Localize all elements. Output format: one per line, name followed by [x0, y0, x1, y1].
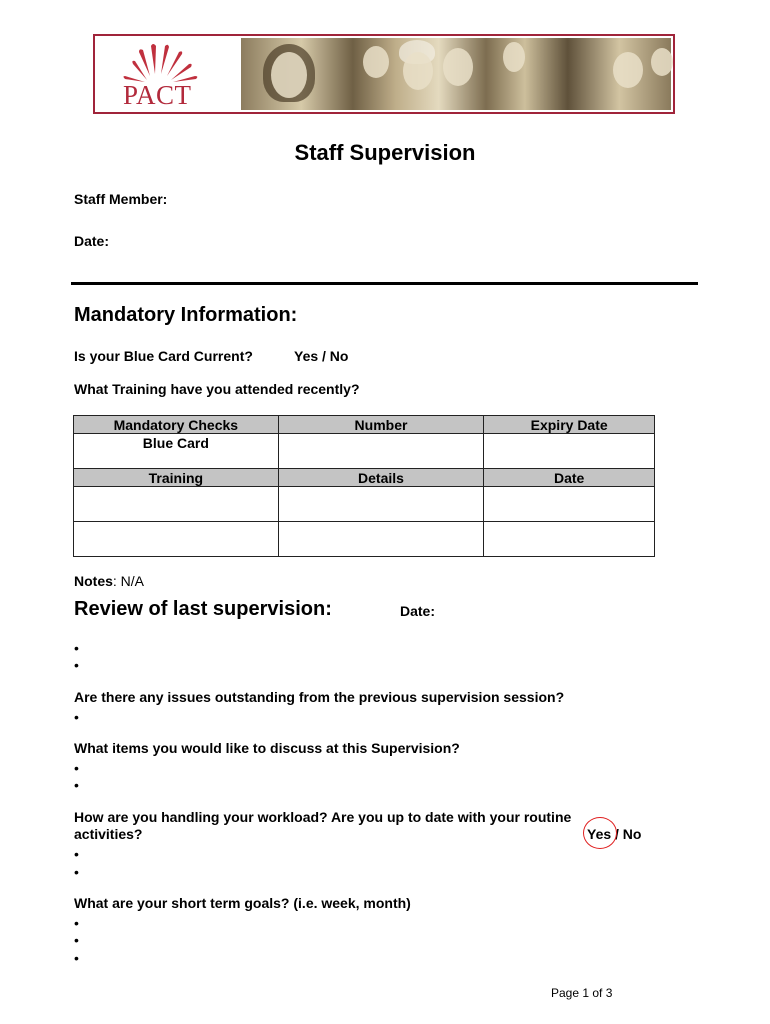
question-goals: What are your short term goals? (i.e. week, month) — [74, 895, 411, 911]
table-header-cell: Training — [74, 469, 279, 487]
table-header-cell: Expiry Date — [484, 416, 655, 434]
header-banner — [93, 34, 675, 114]
table-cell: Blue Card — [74, 434, 279, 469]
training-question: What Training have you attended recently? — [74, 381, 360, 397]
bullet: • — [74, 950, 79, 966]
notes — [74, 573, 144, 589]
date-cell[interactable] — [484, 487, 655, 522]
date-cell[interactable] — [484, 522, 655, 557]
table-header-cell: Number — [278, 416, 484, 434]
pact-logo — [95, 36, 239, 112]
bullet: • — [74, 777, 79, 793]
table-header-cell: Date — [484, 469, 655, 487]
table-row — [74, 434, 655, 469]
page-number: Page 1 of 3 — [551, 986, 613, 1000]
table-row — [74, 522, 655, 557]
details-cell[interactable] — [278, 522, 484, 557]
review-date-label: Date: — [400, 603, 436, 619]
training-cell[interactable] — [74, 487, 279, 522]
bullet: • — [74, 760, 79, 776]
expiry-date-cell[interactable] — [484, 434, 655, 469]
banner-photo — [241, 38, 671, 110]
bullet: • — [74, 657, 79, 673]
mandatory-checks-table — [73, 415, 655, 557]
mandatory-heading: Mandatory Information: — [74, 304, 298, 326]
training-cell[interactable] — [74, 522, 279, 557]
bullet: • — [74, 846, 79, 862]
question-discuss: What items you would like to discuss at this Supervision? — [74, 740, 460, 756]
page-title: Staff Supervision — [294, 140, 476, 165]
number-cell[interactable] — [278, 434, 484, 469]
bullet: • — [74, 864, 79, 880]
question-outstanding: Are there any issues outstanding from the previous supervision session? — [74, 689, 565, 705]
blue-card-answer: Yes / No — [294, 348, 349, 364]
notes-value: : N/A — [112, 573, 145, 589]
bullet: • — [74, 932, 79, 948]
divider — [71, 282, 698, 285]
table-row — [74, 487, 655, 522]
review-heading: Review of last supervision: — [74, 598, 332, 620]
bullet: • — [74, 640, 79, 656]
yes-circle-mark — [583, 817, 617, 849]
bullet: • — [74, 709, 79, 725]
question-workload-cont: activities? — [74, 826, 143, 842]
table-header-cell: Mandatory Checks — [74, 416, 279, 434]
bullet: • — [74, 915, 79, 931]
table-header-row — [74, 469, 655, 487]
blue-card-question: Is your Blue Card Current? — [74, 348, 253, 364]
table-header-row — [74, 416, 655, 434]
logo-text: PACT — [123, 80, 192, 110]
date-label: Date: — [74, 233, 110, 249]
fan-logo-icon — [95, 36, 239, 86]
answer-yes: Yes — [587, 826, 612, 842]
question-workload: How are you handling your workload? Are you up to date with your routine — [74, 809, 572, 825]
staff-member-label: Staff Member: — [74, 191, 168, 207]
notes-label: Notes — [74, 573, 113, 589]
answer-no: / No — [611, 826, 642, 842]
table-header-cell: Details — [278, 469, 484, 487]
details-cell[interactable] — [278, 487, 484, 522]
